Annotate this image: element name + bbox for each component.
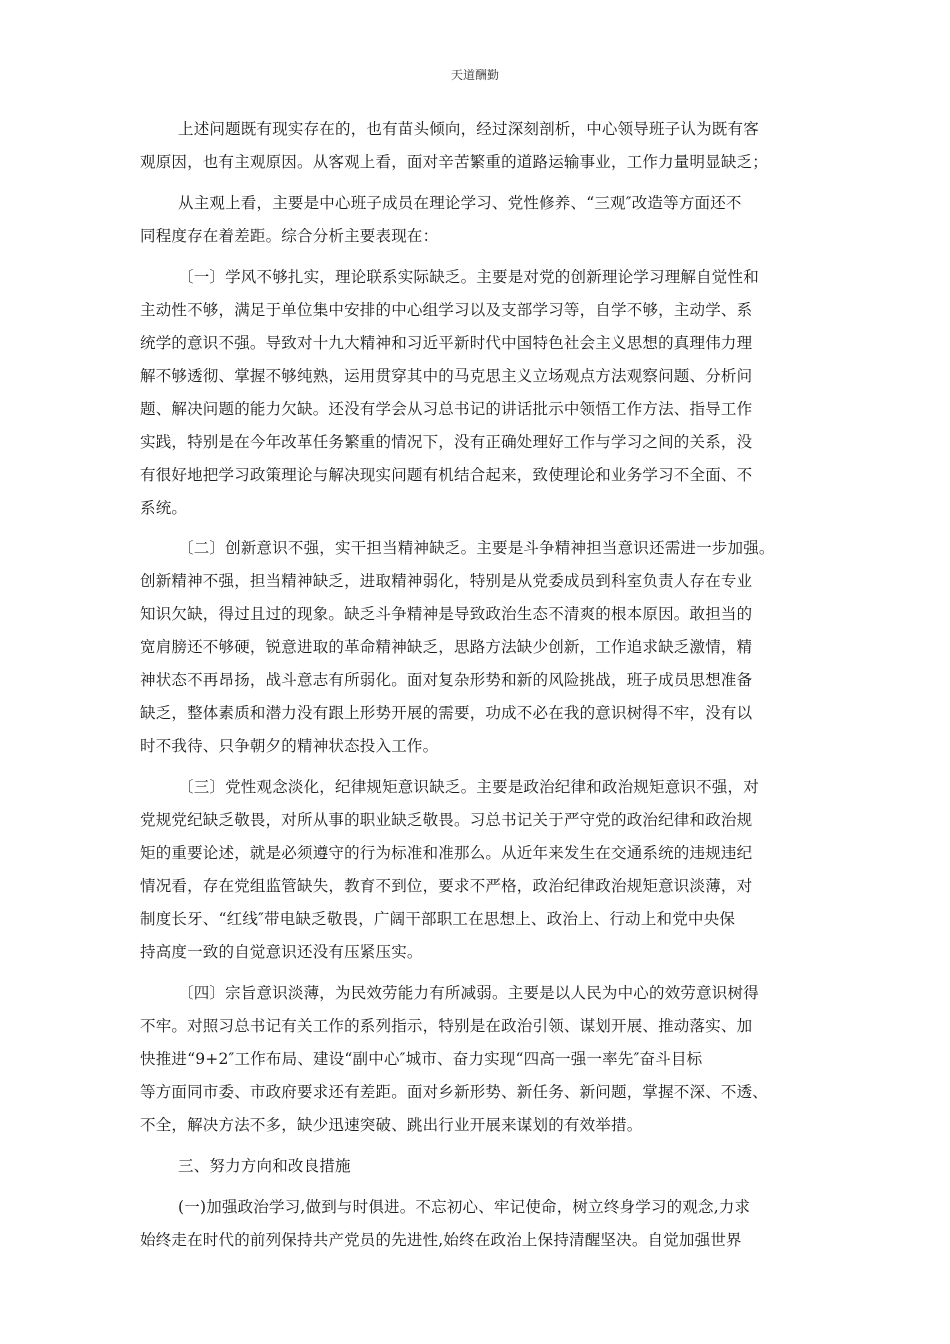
paragraph-first-line: 上述问题既有现实存在的，也有苗头倾向，经过深刻剖析，中心领导班子认为既有客: [178, 120, 759, 138]
paragraph-line: 有很好地把学习政策理论与解决现实问题有机结合起来，致使理论和业务学习不全面、不: [140, 466, 753, 484]
paragraph-line: 时不我待、只争朝夕的精神状态投入工作。: [140, 737, 439, 755]
paragraph-line: 实践，特别是在今年改革任务繁重的情况下，没有正确处理好工作与学习之间的关系，没: [140, 433, 753, 451]
paragraph-first-line: 〔四〕宗旨意识淡薄，为民效劳能力有所减弱。主要是以人民为中心的效劳意识树得: [178, 984, 759, 1002]
page-header: 天道酬勤: [450, 68, 499, 82]
paragraph-line: 快推进“9+2″工作布局、建设“副中心″城市、奋力实现“四高一强一率先″奋斗目标: [140, 1050, 703, 1068]
paragraph-line: 制度长牙、“红线″带电缺乏敬畏，广阔干部职工在思想上、政治上、行动上和党中央保: [140, 910, 736, 928]
paragraph-first-line: 〔三〕党性观念淡化，纪律规矩意识缺乏。主要是政治纪律和政治规矩意识不强，对: [178, 778, 759, 796]
paragraph-line: 神状态不再昂扬，战斗意志有所弱化。面对复杂形势和新的风险挑战，班子成员思想准备: [140, 671, 753, 689]
paragraph-line: 创新精神不强，担当精神缺乏，进取精神弱化，特别是从党委成员到科室负责人存在专业: [140, 572, 753, 590]
paragraph-line: 观原因，也有主观原因。从客观上看，面对辛苦繁重的道路运输事业，工作力量明显缺乏；: [140, 153, 769, 171]
paragraph-line: 党规党纪缺乏敬畏，对所从事的职业缺乏敬畏。习总书记关于严守党的政治纪律和政治规: [140, 811, 753, 829]
paragraph-line: 持高度一致的自觉意识还没有压紧压实。: [140, 943, 423, 961]
paragraph-line: 系统。: [140, 499, 188, 517]
paragraph-line: 等方面同市委、市政府要求还有差距。面对乡新形势、新任务、新问题，掌握不深、不透、: [140, 1083, 769, 1101]
paragraph-first-line: 〔二〕创新意识不强，实干担当精神缺乏。主要是斗争精神担当意识还需进一步加强。: [178, 539, 775, 557]
paragraph-line: 知识欠缺，得过且过的现象。缺乏斗争精神是导致政治生态不清爽的根本原因。敢担当的: [140, 605, 753, 623]
paragraph-line: 题、解决问题的能力欠缺。还没有学会从习总书记的讲话批示中领悟工作方法、指导工作: [140, 400, 753, 418]
paragraph-line: 不牢。对照习总书记有关工作的系列指示，特别是在政治引领、谋划开展、推动落实、加: [140, 1017, 753, 1035]
paragraph-line: 情况看，存在党组监管缺失，教育不到位，要求不严格，政治纪律政治规矩意识淡薄，对: [140, 877, 753, 895]
paragraph-first-line: 〔一〕学风不够扎实，理论联系实际缺乏。主要是对党的创新理论学习理解自觉性和: [178, 268, 759, 286]
paragraph-line: 解不够透彻、掌握不够纯熟，运用贯穿其中的马克思主义立场观点方法观察问题、分析问: [140, 367, 753, 385]
paragraph-line: 不全，解决方法不多，缺少迅速突破、跳出行业开展来谋划的有效举措。: [140, 1116, 643, 1134]
paragraph-line: 统学的意识不强。导致对十九大精神和习近平新时代中国特色社会主义思想的真理伟力理: [140, 334, 753, 352]
paragraph-line: 始终走在时代的前列保持共产党员的先进性,始终在政治上保持清醒坚决。自觉加强世界: [140, 1231, 742, 1249]
paragraph-line: 同程度存在着差距。综合分析主要表现在：: [140, 227, 439, 245]
paragraph-line: 缺乏，整体素质和潜力没有跟上形势开展的需要，功成不必在我的意识树得不牢，没有以: [140, 704, 753, 722]
paragraph-line: 主动性不够，满足于单位集中安排的中心组学习以及支部学习等，自学不够，主动学、系: [140, 301, 753, 319]
paragraph-line: 矩的重要论述，就是必须遵守的行为标准和准那么。从近年来发生在交通系统的违规违纪: [140, 844, 753, 862]
paragraph-line: 宽肩膀还不够硬，锐意进取的革命精神缺乏，思路方法缺少创新，工作追求缺乏激情，精: [140, 638, 753, 656]
paragraph-first-line: 三、努力方向和改良措施: [178, 1157, 351, 1175]
paragraph-first-line: (一)加强政治学习,做到与时俱进。不忘初心、牢记使命，树立终身学习的观念,力求: [178, 1198, 751, 1216]
paragraph-first-line: 从主观上看，主要是中心班子成员在理论学习、党性修养、“三观″改造等方面还不: [178, 194, 742, 212]
